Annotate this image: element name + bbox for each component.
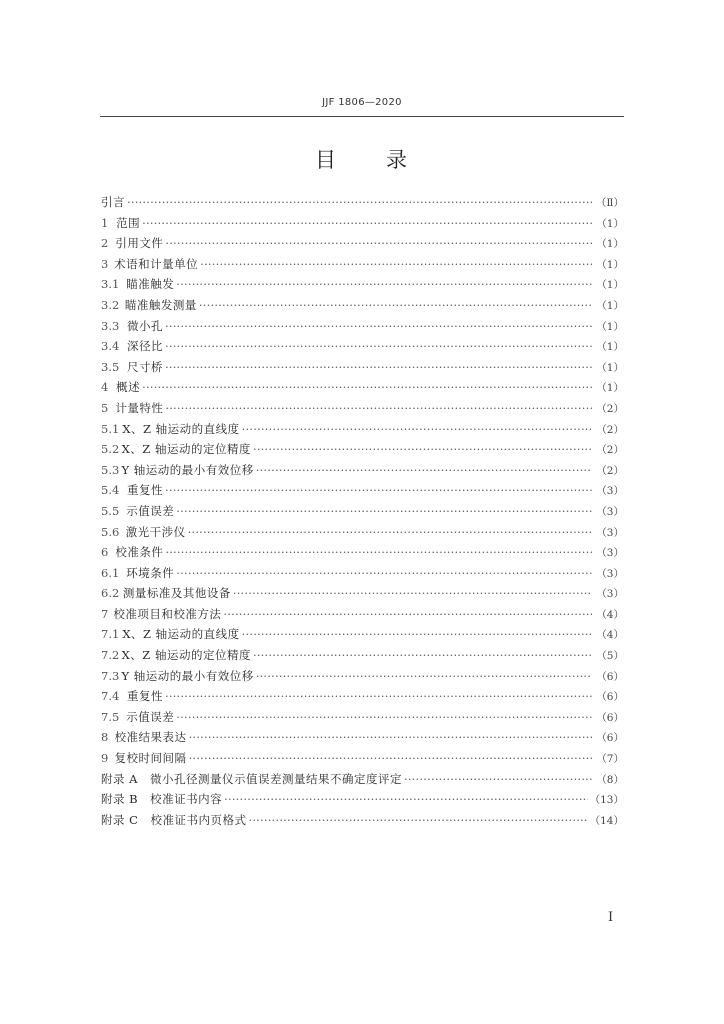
toc-entry — [101, 295, 624, 316]
toc-entry-number: 5.2 — [101, 442, 120, 457]
toc-entry-label: 重复性 — [126, 689, 163, 704]
toc-entry-number: 7.2 — [101, 648, 120, 663]
toc-entry — [101, 336, 624, 357]
toc-entry-label: 术语和计量单位 — [114, 256, 199, 271]
toc-entry — [101, 192, 624, 213]
toc-dot-leader — [256, 460, 592, 481]
toc-entry — [101, 439, 624, 460]
toc-entry-label: 激光干涉仪 — [125, 524, 186, 539]
toc-entry-page: （2） — [596, 464, 624, 477]
toc-entry — [101, 233, 624, 254]
toc-entry — [101, 789, 624, 810]
toc-entry-number: 4 — [101, 380, 109, 395]
toc-entry-label: X、Z 轴运动的直线度 — [122, 421, 240, 436]
toc-entry-label: 环境条件 — [126, 565, 175, 580]
toc-entry — [101, 645, 624, 666]
toc-entry-label: 尺寸桥 — [126, 359, 163, 374]
toc-entry-page: （2） — [596, 402, 624, 415]
toc-entry-page: （6） — [596, 691, 624, 704]
toc-entry-page: （6） — [596, 711, 624, 724]
toc-entry — [101, 213, 624, 234]
toc-entry — [101, 748, 624, 769]
toc-entry — [101, 522, 624, 543]
toc-entry-label: Y 轴运动的最小有效位移 — [121, 668, 254, 683]
toc-entry — [101, 583, 624, 604]
toc-title-char-2: 录 — [386, 148, 409, 172]
toc-entry-label: X、Z 轴运动的定位精度 — [121, 442, 251, 457]
toc-dot-leader — [165, 480, 592, 501]
toc-dot-leader — [199, 295, 592, 316]
toc-entry-label: 引用文件 — [115, 236, 164, 251]
toc-entry — [101, 357, 624, 378]
toc-entry — [101, 480, 624, 501]
toc-entry-page: （1） — [596, 299, 624, 312]
toc-entry-page: （8） — [596, 773, 624, 786]
toc-entry-number: 3.1 — [101, 277, 120, 292]
toc-entry-number: 5.1 — [101, 421, 120, 436]
toc-dot-leader — [176, 563, 592, 584]
toc-entry-page: （6） — [596, 732, 624, 745]
toc-entry-page: （1） — [596, 320, 624, 333]
toc-dot-leader — [176, 274, 592, 295]
toc-entry-label: 引言 — [101, 195, 125, 209]
toc-entry-number: 9 — [101, 751, 109, 766]
toc-entry — [101, 707, 624, 728]
toc-entry-page: （Ⅱ） — [595, 197, 624, 209]
toc-entry-number: 6.2 — [101, 586, 120, 601]
toc-entry-number: 7 — [101, 606, 109, 621]
toc-title — [0, 144, 724, 174]
toc-entry-page: （1） — [596, 341, 624, 354]
toc-entry-number: 3 — [101, 256, 109, 271]
toc-entry-page: （4） — [596, 608, 624, 621]
toc-entry-page: （1） — [596, 217, 624, 230]
toc-entry-label: X、Z 轴运动的直线度 — [122, 627, 240, 642]
toc-entry-label: 校准条件 — [115, 545, 164, 560]
toc-entry-page: （3） — [596, 505, 624, 518]
toc-entry-label: Y 轴运动的最小有效位移 — [121, 462, 254, 477]
toc-entry-label: 复校时间间隔 — [114, 751, 187, 766]
toc-entry — [101, 419, 624, 440]
toc-dot-leader — [176, 707, 592, 728]
toc-entry-page: （2） — [596, 444, 624, 457]
toc-dot-leader — [253, 439, 592, 460]
toc-entry-page: （2） — [596, 423, 624, 436]
toc-entry — [101, 563, 624, 584]
toc-dot-leader — [200, 254, 592, 275]
toc-entry — [101, 501, 624, 522]
toc-entry — [101, 666, 624, 687]
toc-entry — [101, 460, 624, 481]
toc-entry — [101, 604, 624, 625]
toc-entry-page: （7） — [596, 753, 624, 766]
toc-entry-label: 校准结果表达 — [114, 730, 187, 745]
toc-entry-page: （14） — [589, 814, 624, 827]
toc-entry-number: 7.1 — [101, 627, 120, 642]
toc-entry-label: 范围 — [116, 215, 141, 230]
toc-entry-label: 瞄准触发测量 — [124, 297, 197, 312]
toc-dot-leader — [165, 542, 592, 563]
toc-entry-number: 7.5 — [101, 709, 120, 724]
toc-entry-page: （3） — [596, 526, 624, 539]
toc-entry — [101, 686, 624, 707]
toc-entry-page: （13） — [589, 794, 624, 807]
toc-entry — [101, 542, 624, 563]
toc-entry-number: 5.4 — [101, 483, 120, 498]
toc-entry-label: 计量特性 — [115, 400, 164, 415]
toc-entry-number: 5.6 — [101, 524, 120, 539]
toc-entry — [101, 316, 624, 337]
toc-entry — [101, 769, 624, 790]
toc-entry-label: 微小孔 — [126, 318, 163, 333]
toc-entry-number: 5.5 — [101, 503, 120, 518]
toc-entry-page: （4） — [596, 629, 624, 642]
toc-dot-leader — [165, 336, 592, 357]
toc-title-char-1: 目 — [315, 148, 338, 172]
header-rule — [100, 116, 624, 117]
toc-entry-label: 概述 — [116, 380, 141, 395]
toc-dot-leader — [404, 769, 592, 790]
toc-entry-page: （1） — [596, 279, 624, 292]
toc-entry-number: 6.1 — [101, 565, 120, 580]
toc-entry-label: 瞄准触发 — [126, 277, 175, 292]
toc-dot-leader — [165, 686, 592, 707]
toc-entry — [101, 398, 624, 419]
toc-entry-number: 3.5 — [101, 359, 120, 374]
toc-entry-label: X、Z 轴运动的定位精度 — [121, 648, 251, 663]
toc-entry-label: 附录 A 微小孔径测量仪示值误差测量结果不确定度评定 — [101, 771, 402, 786]
toc-dot-leader — [189, 727, 592, 748]
toc-entry-number: 3.2 — [101, 297, 120, 312]
toc-entry-number: 3.4 — [101, 339, 120, 354]
page-number: I — [608, 910, 614, 925]
toc-dot-leader — [176, 501, 592, 522]
toc-entry-number: 8 — [101, 730, 109, 745]
toc-entry-page: （5） — [596, 650, 624, 663]
toc-entry-page: （3） — [596, 485, 624, 498]
toc-entry-number: 5.3 — [101, 462, 120, 477]
toc-entry-label: 示值误差 — [126, 503, 175, 518]
toc-entry-label: 测量标准及其他设备 — [122, 586, 231, 601]
toc-entry-number: 1 — [101, 215, 109, 230]
toc-entry-page: （1） — [596, 361, 624, 374]
toc-entry-number: 5 — [101, 400, 109, 415]
toc-entry-page: （3） — [596, 567, 624, 580]
toc-entry-number: 7.4 — [101, 689, 120, 704]
toc-entry-number: 2 — [101, 236, 109, 251]
toc-entry-number: 6 — [101, 545, 109, 560]
toc-entry-page: （6） — [596, 670, 624, 683]
toc-entry-page: （3） — [596, 547, 624, 560]
toc-dot-leader — [165, 357, 592, 378]
toc-dot-leader — [188, 522, 592, 543]
toc-entry — [101, 274, 624, 295]
toc-list — [101, 192, 624, 830]
standard-code: JJF 1806—2020 — [322, 97, 402, 108]
toc-entry-label: 校准项目和校准方法 — [113, 606, 222, 621]
toc-entry-label: 重复性 — [126, 483, 163, 498]
toc-entry-page: （3） — [596, 588, 624, 601]
toc-entry — [101, 254, 624, 275]
toc-dot-leader — [248, 810, 587, 831]
toc-dot-leader — [223, 604, 592, 625]
toc-dot-leader — [142, 377, 592, 398]
toc-entry-label: 附录 C 校准证书内页格式 — [101, 812, 247, 827]
toc-dot-leader — [165, 398, 592, 419]
toc-entry-label: 附录 B 校准证书内容 — [101, 792, 223, 807]
toc-dot-leader — [242, 419, 592, 440]
toc-dot-leader — [256, 666, 592, 687]
toc-dot-leader — [165, 316, 592, 337]
toc-dot-leader — [142, 213, 592, 234]
toc-entry — [101, 624, 624, 645]
toc-entry-page: （1） — [596, 258, 624, 271]
toc-entry-label: 示值误差 — [126, 709, 175, 724]
toc-entry — [101, 810, 624, 831]
toc-entry-number: 3.3 — [101, 318, 120, 333]
toc-entry — [101, 377, 624, 398]
toc-dot-leader — [242, 624, 592, 645]
toc-dot-leader — [224, 789, 588, 810]
toc-entry-page: （1） — [596, 238, 624, 251]
toc-entry — [101, 727, 624, 748]
toc-entry-label: 深径比 — [126, 339, 163, 354]
toc-dot-leader — [165, 233, 592, 254]
toc-entry-number: 7.3 — [101, 668, 120, 683]
toc-dot-leader — [253, 645, 592, 666]
toc-entry-page: （1） — [596, 382, 624, 395]
toc-dot-leader — [233, 583, 592, 604]
toc-dot-leader — [127, 192, 592, 213]
toc-dot-leader — [189, 748, 592, 769]
